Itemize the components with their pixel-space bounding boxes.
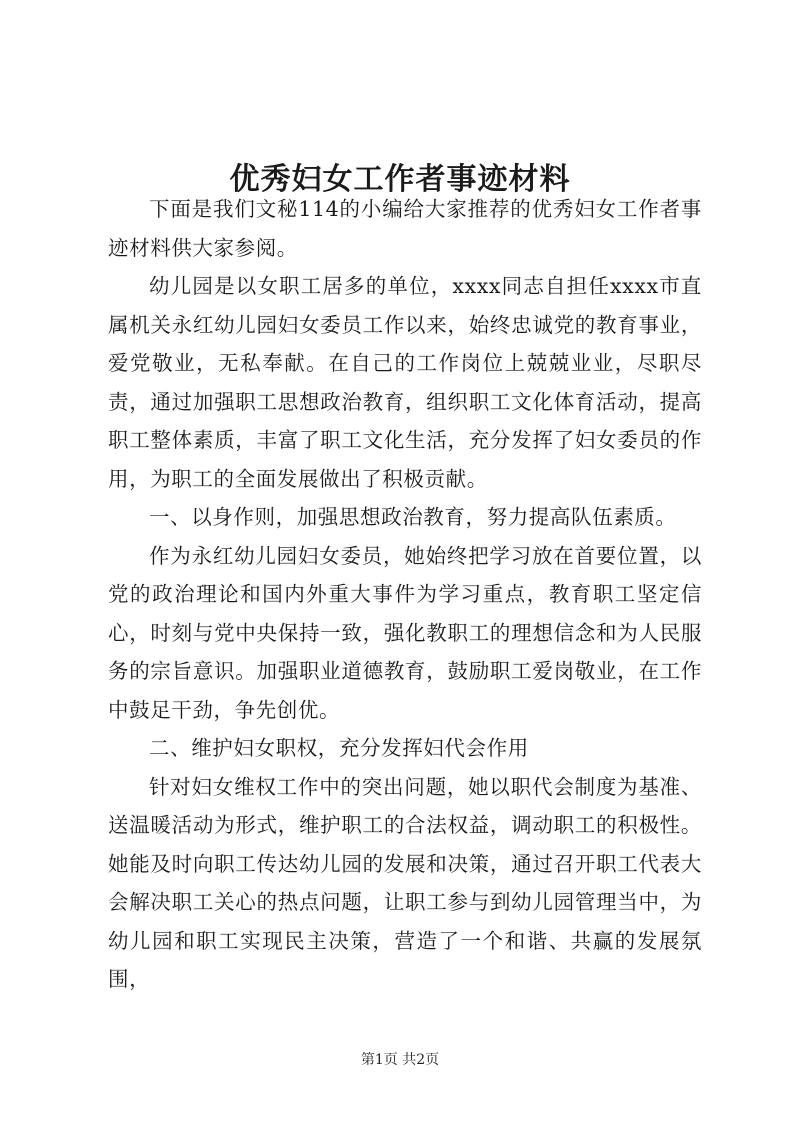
paragraph-intro: 下面是我们文秘114的小编给大家推荐的优秀妇女工作者事迹材料供大家参阅。 — [108, 197, 702, 260]
document-body — [108, 190, 702, 999]
section-heading-1: 一、以身作则，加强思想政治教育，努力提高队伍素质。 — [149, 505, 677, 529]
page-footer: 第1页 共2页 — [360, 1052, 440, 1068]
paragraph-section-1: 作为永红幼儿园妇女委员，她始终把学习放在首要位置，以党的政治理论和国内外重大事件为学习重点，教育职工坚定信心，时刻与党中央保持一致，强化教职工的理想信念和为人民服务的宗旨意识。加强职业道德教育，鼓励职工爱岗敬业，在工作中鼓足干劲，争先创优。 — [108, 543, 702, 722]
paragraph-section-2: 针对妇女维权工作中的突出问题，她以职代会制度为基准、送温暖活动为形式，维护职工的合法权益，调动职工的积极性。她能及时向职工传达幼儿园的发展和决策，通过召开职工代表大会解决职工关心的热点问题，让职工参与到幼儿园管理当中，为幼儿园和职工实现民主决策，营造了一个和谐、共赢的发展氛围， — [108, 774, 702, 991]
document-title: 优秀妇女工作者事迹材料 — [229, 162, 571, 198]
paragraph-overview: 幼儿园是以女职工居多的单位，xxxx同志自担任xxxx市直属机关永红幼儿园妇女委员工作以来，始终忠诚党的教育事业，爱党敬业，无私奉献。在自己的工作岗位上兢兢业业，尽职尽责，通过加强职工思想政治教育，组织职工文化体育活动，提高职工整体素质，丰富了职工文化生活，充分发挥了妇女委员的作用，为职工的全面发展做出了积极贡献。 — [108, 274, 702, 491]
section-heading-2: 二、维护妇女职权，充分发挥妇代会作用 — [149, 736, 529, 760]
